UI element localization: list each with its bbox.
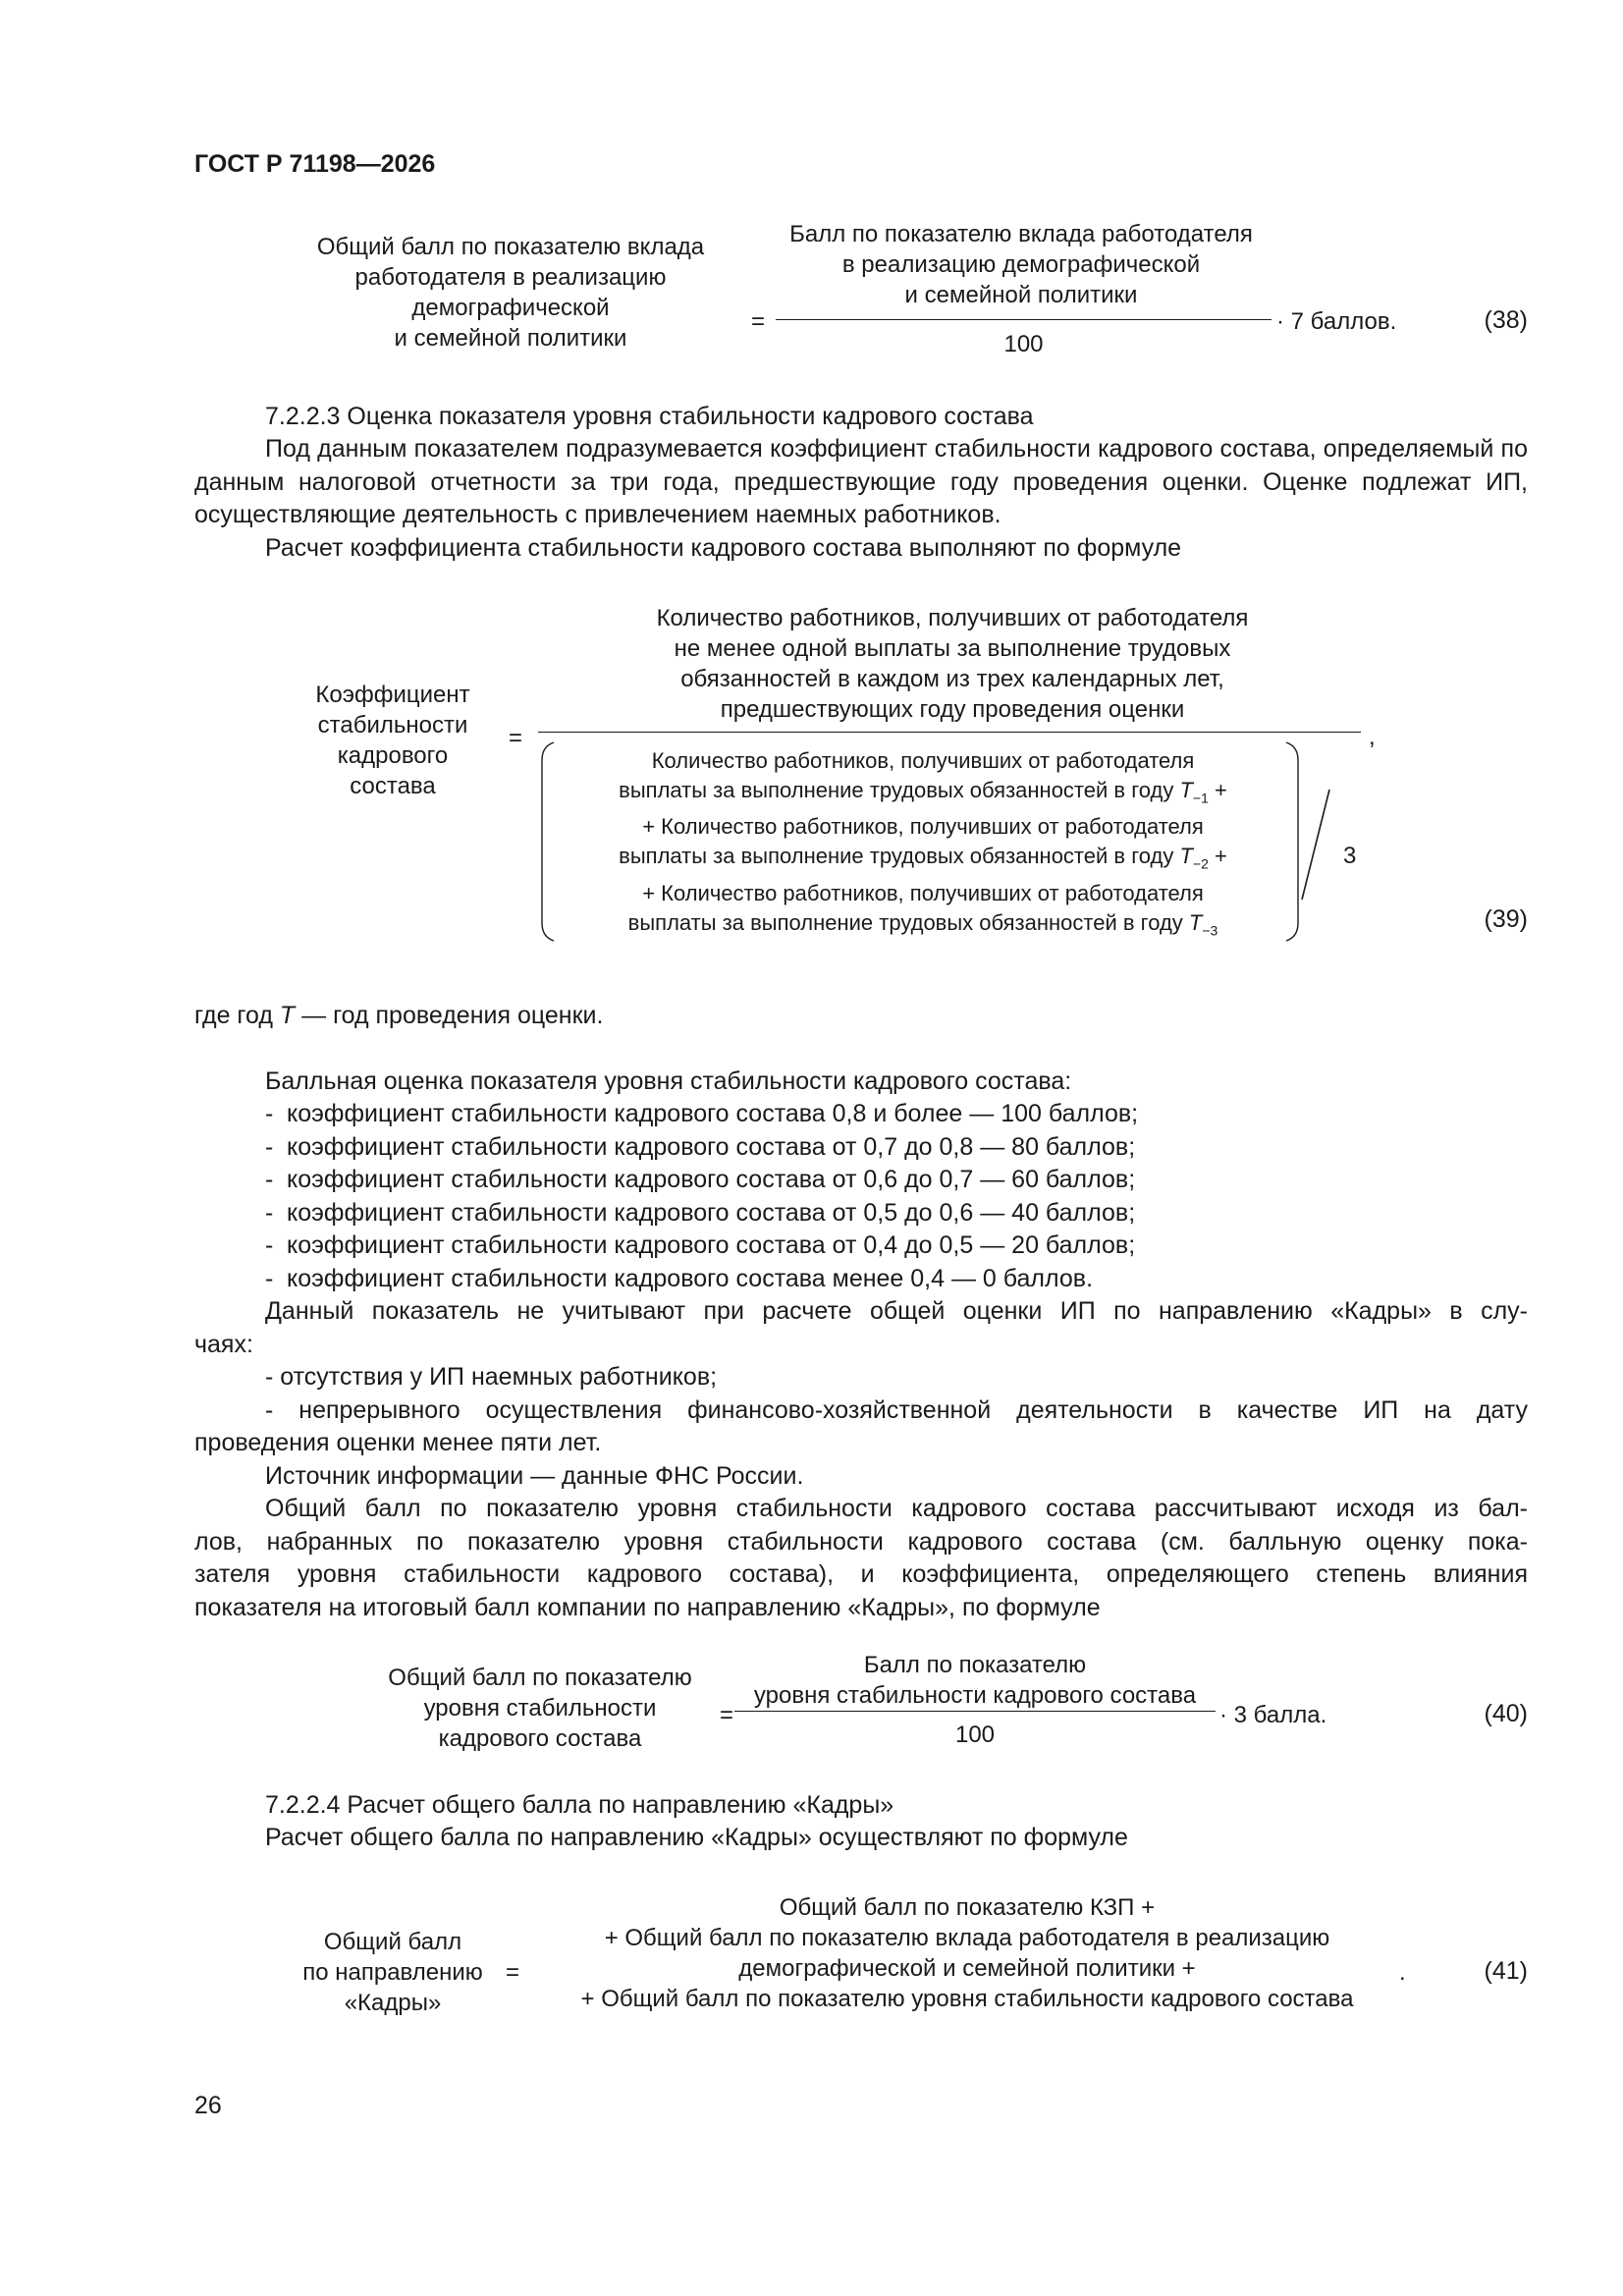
list-item: - коэффициент стабильности кадрового состава от 0,4 до 0,5 — 20 баллов; bbox=[265, 1231, 1136, 1259]
text-line: чаях: bbox=[194, 1330, 253, 1358]
formula-number: (38) bbox=[1484, 306, 1528, 334]
formula-38-denominator: 100 bbox=[1003, 331, 1044, 357]
lhs-line: работодателя в реализацию bbox=[354, 264, 667, 291]
text-line: Общий балл по показателю уровня стабильности кадрового состава рассчитывают исходя из бал- bbox=[265, 1495, 1528, 1522]
divisor: 3 bbox=[1343, 843, 1357, 869]
equals-sign: = bbox=[509, 725, 523, 751]
numerator-line: не менее одной выплаты за выполнение трудовых bbox=[674, 635, 1231, 662]
formula-41-rhs bbox=[550, 1892, 1384, 2014]
equals-sign: = bbox=[720, 1702, 734, 1728]
paragraph: Под данным показателем подразумевается коэффициент стабильности кадрового состава, определяемый по данным налоговой отчетности за три года, предшествующие году проведения оценки. Оценке подлежат ИП, осуществляющие деятельность с привлечением наемных работников. bbox=[194, 435, 1528, 528]
text-line: показателя на итоговый балл компании по направлению «Кадры», по формуле bbox=[194, 1593, 1101, 1621]
list-item: - коэффициент стабильности кадрового состава от 0,7 до 0,8 — 80 баллов; bbox=[265, 1132, 1136, 1161]
list-item: - коэффициент стабильности кадрового состава 0,8 и более — 100 баллов; bbox=[265, 1100, 1139, 1127]
lhs-line: «Кадры» bbox=[344, 1990, 442, 2016]
formula-39-lhs bbox=[304, 680, 481, 801]
document-code: ГОСТ Р 71198—2026 bbox=[194, 150, 436, 178]
formula-40-multiplier: · 3 балла. bbox=[1219, 1702, 1327, 1728]
list-item: - коэффициент стабильности кадрового состава от 0,6 до 0,7 — 60 баллов; bbox=[265, 1166, 1136, 1193]
rhs-line: + Общий балл по показателю уровня стабильности кадрового состава bbox=[580, 1986, 1354, 2012]
formula-38-multiplier: · 7 баллов. bbox=[1276, 308, 1397, 335]
lhs-line: по направлению bbox=[302, 1959, 483, 1986]
list-item: - коэффициент стабильности кадрового состава менее 0,4 — 0 баллов. bbox=[265, 1264, 1094, 1292]
lhs-line: Общий балл bbox=[323, 1929, 462, 1955]
fraction-bar bbox=[776, 319, 1271, 320]
numerator-line: в реализацию демографической bbox=[841, 251, 1201, 278]
where-clause: где год T — год проведения оценки. bbox=[194, 1002, 604, 1029]
text-line: Данный показатель не учитывают при расчете общей оценки ИП по направлению «Кадры» в слу- bbox=[265, 1297, 1528, 1325]
list-item: - коэффициент стабильности кадрового состава от 0,5 до 0,6 — 40 баллов; bbox=[265, 1198, 1136, 1227]
formula-39-numerator bbox=[550, 603, 1355, 725]
lhs-line: Коэффициент bbox=[315, 682, 470, 708]
lhs-line: Общий балл по показателю bbox=[388, 1665, 692, 1691]
numerator-line: Количество работников, получивших от работодателя bbox=[656, 605, 1249, 631]
paragraph: Расчет общего балла по направлению «Кадры» осуществляют по формуле bbox=[265, 1824, 1128, 1851]
exclusion-paragraph bbox=[194, 1295, 1528, 1624]
equals-sign: = bbox=[751, 308, 766, 335]
denominator-line: + Количество работников, получивших от работодателя bbox=[642, 880, 1204, 905]
denominator-line: выплаты за выполнение трудовых обязанностей в году $T_{-2}$ + bbox=[619, 844, 1227, 872]
equals-sign: = bbox=[506, 1959, 520, 1986]
text-line: проведения оценки менее пяти лет. bbox=[194, 1429, 602, 1456]
rhs-line: + Общий балл по показателю вклада работодателя в реализацию bbox=[604, 1925, 1330, 1951]
division-slash bbox=[1296, 786, 1335, 903]
page-number: 26 bbox=[194, 2092, 222, 2119]
paragraph: Расчет коэффициента стабильности кадрового состава выполняют по формуле bbox=[265, 534, 1182, 562]
formula-number: (41) bbox=[1484, 1957, 1528, 1985]
formula-number: (40) bbox=[1484, 1700, 1528, 1727]
lhs-line: стабильности bbox=[317, 712, 468, 738]
lhs-line: уровня стабильности bbox=[423, 1695, 657, 1722]
formula-39-denominator bbox=[550, 746, 1296, 945]
numerator-line: Балл по показателю вклада работодателя bbox=[789, 221, 1253, 247]
lhs-line: и семейной политики bbox=[394, 325, 627, 352]
formula-number: (39) bbox=[1484, 905, 1528, 933]
list-item: - непрерывного осуществления финансово-хозяйственной деятельности в качестве ИП на дату bbox=[265, 1395, 1528, 1424]
numerator-line: предшествующих году проведения оценки bbox=[720, 696, 1185, 723]
lhs-line: демографической bbox=[411, 295, 610, 321]
denominator-line: выплаты за выполнение трудовых обязанностей в году $T_{-1}$ + bbox=[619, 778, 1227, 806]
formula-38-numerator bbox=[776, 219, 1267, 310]
rhs-line: демографической и семейной политики + bbox=[738, 1955, 1196, 1982]
numerator-line: обязанностей в каждом из трех календарных лет, bbox=[680, 666, 1224, 692]
lhs-line: кадрового bbox=[337, 742, 449, 769]
numerator-line: Балл по показателю bbox=[863, 1652, 1087, 1678]
rhs-line: Общий балл по показателю КЗП + bbox=[779, 1894, 1156, 1921]
numerator-line: и семейной политики bbox=[904, 282, 1138, 308]
formula-38-lhs bbox=[295, 232, 727, 354]
formula-40-lhs bbox=[363, 1663, 717, 1754]
section-heading: 7.2.2.3 Оценка показателя уровня стабильности кадрового состава bbox=[265, 403, 1034, 430]
denominator-line: выплаты за выполнение трудовых обязанностей в году $T_{-3}$ bbox=[627, 909, 1218, 939]
lhs-line: Общий балл по показателю вклада bbox=[316, 234, 705, 260]
scoring-list bbox=[265, 1098, 1532, 1295]
section-heading: 7.2.2.4 Расчет общего балла по направлению «Кадры» bbox=[265, 1791, 894, 1819]
text-line: лов, набранных по показателю уровня стабильности кадрового состава (см. балльную оценку пока- bbox=[194, 1527, 1528, 1556]
numerator-line: уровня стабильности кадрового состава bbox=[753, 1682, 1197, 1709]
scoring-intro: Балльная оценка показателя уровня стабильности кадрового состава: bbox=[265, 1067, 1072, 1095]
comma: , bbox=[1369, 724, 1376, 750]
list-item: - отсутствия у ИП наемных работников; bbox=[265, 1363, 718, 1391]
fraction-bar bbox=[538, 732, 1361, 733]
formula-40-numerator bbox=[734, 1650, 1216, 1711]
period: . bbox=[1399, 1959, 1406, 1986]
lhs-line: состава bbox=[350, 773, 436, 799]
denominator-line: + Количество работников, получивших от работодателя bbox=[642, 814, 1204, 840]
source-line: Источник информации — данные ФНС России. bbox=[265, 1461, 804, 1490]
text-line: зателя уровня стабильности кадрового состава), и коэффициента, определяющего степень влияния bbox=[194, 1560, 1528, 1588]
fraction-bar bbox=[734, 1711, 1216, 1712]
formula-41-lhs bbox=[280, 1927, 506, 2018]
formula-40-denominator: 100 bbox=[954, 1722, 996, 1748]
lhs-line: кадрового состава bbox=[438, 1725, 642, 1752]
denominator-line: Количество работников, получивших от работодателя bbox=[651, 748, 1195, 773]
